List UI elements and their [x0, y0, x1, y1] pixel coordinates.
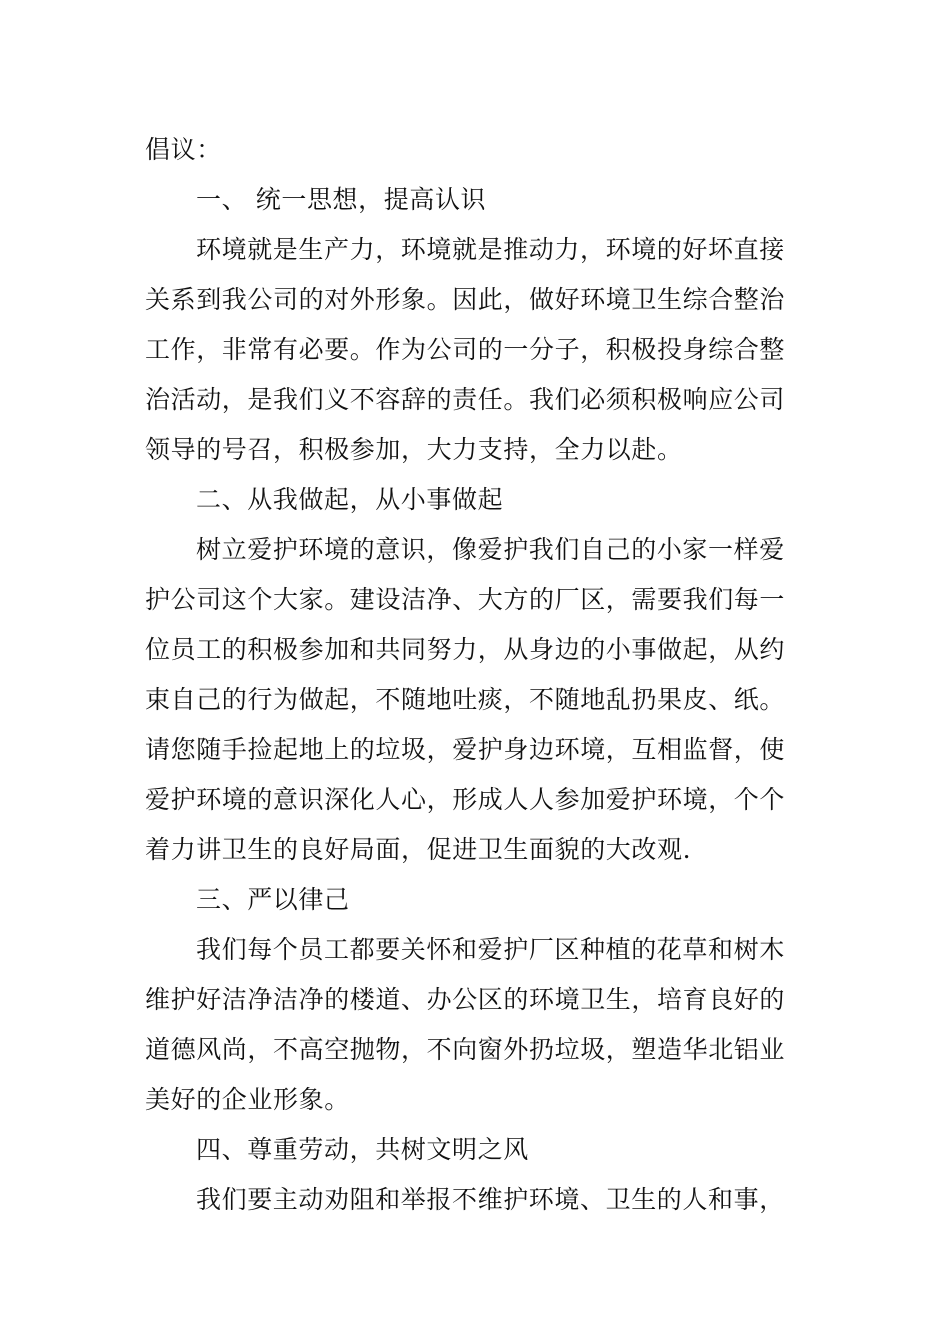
doc-paragraph-line: 我们要主动劝阻和举报不维护环境、卫生的人和事，: [196, 1185, 785, 1214]
doc-paragraph-line: 护公司这个大家。建设洁净、大方的厂区，需要我们每一: [145, 585, 786, 614]
doc-paragraph-line: 树立爱护环境的意识，像爱护我们自己的小家一样爱: [196, 535, 785, 564]
doc-section-heading-1: 一、 统一思想，提高认识: [196, 185, 487, 214]
doc-paragraph-line: 爱护环境的意识深化人心，形成人人参加爱护环境，个个: [145, 785, 786, 814]
doc-line-proposal-label: 倡议：: [145, 135, 222, 164]
doc-paragraph-line: 着力讲卫生的良好局面，促进卫生面貌的大改观.: [145, 835, 692, 864]
doc-paragraph-line: 治活动，是我们义不容辞的责任。我们必须积极响应公司: [145, 385, 786, 414]
doc-paragraph-line: 位员工的积极参加和共同努力，从身边的小事做起，从约: [145, 635, 786, 664]
doc-section-heading-3: 三、严以律己: [196, 885, 350, 914]
doc-section-heading-2: 二、从我做起，从小事做起: [196, 485, 504, 514]
doc-paragraph-line: 领导的号召，积极参加，大力支持，全力以赴。: [145, 435, 683, 464]
doc-paragraph-line: 束自己的行为做起，不随地吐痰，不随地乱扔果皮、纸。: [145, 685, 786, 714]
doc-paragraph-line: 环境就是生产力，环境就是推动力，环境的好坏直接: [196, 235, 785, 264]
doc-paragraph-line: 维护好洁净洁净的楼道、办公区的环境卫生，培育良好的: [145, 985, 786, 1014]
doc-paragraph-line: 我们每个员工都要关怀和爱护厂区种植的花草和树木: [196, 935, 785, 964]
doc-paragraph-line: 关系到我公司的对外形象。因此，做好环境卫生综合整治: [145, 285, 786, 314]
doc-paragraph-line: 美好的企业形象。: [145, 1085, 350, 1114]
doc-section-heading-4: 四、尊重劳动，共树文明之风: [196, 1135, 529, 1164]
doc-paragraph-line: 工作，非常有必要。作为公司的一分子，积极投身综合整: [145, 335, 786, 364]
doc-paragraph-line: 请您随手捡起地上的垃圾，爱护身边环境，互相监督，使: [145, 735, 786, 764]
doc-paragraph-line: 道德风尚，不高空抛物，不向窗外扔垃圾，塑造华北铝业: [145, 1035, 786, 1064]
